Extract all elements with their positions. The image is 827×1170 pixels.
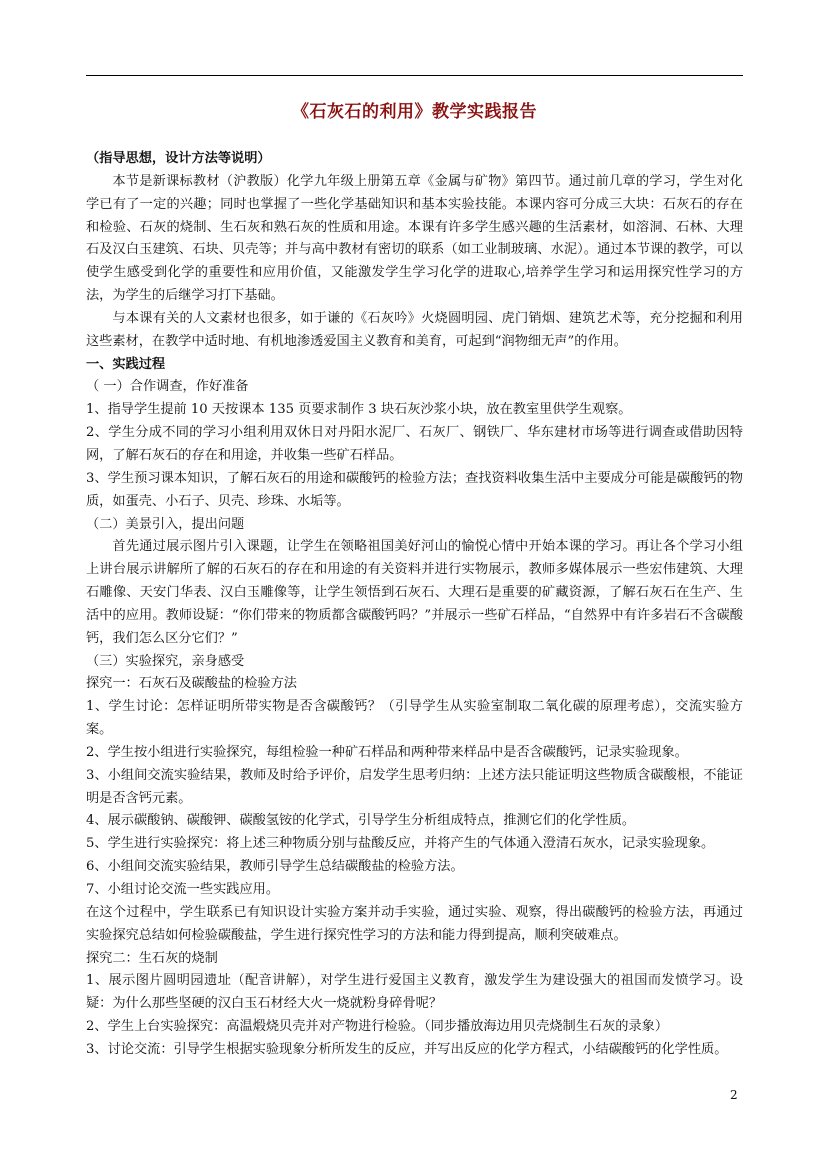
- paragraph-introduction: 首先通过展示图片引入课题，让学生在领略祖国美好河山的愉悦心情中开始本课的学习。再让各个学习小组上讲台展示讲解所了解的石灰石的存在和用途的有关资料并进行实物展示，教师多媒体展示一些宏伟建筑、大理石雕像、天安门华表、汉白玉雕像等，让学生领悟到石灰石、大理石是重要的矿藏资源，了解石灰石在生产、生活中的应用。教师设疑：“你们带来的物质都含碳酸钙吗？”并展示一些矿石样品，“自然界中有许多岩石不含碳酸钙，我们怎么区分它们？”: [86, 539, 743, 646]
- list-item: 3、讨论交流：引导学生根据实验现象分析所发生的反应，并写出反应的化学方程式，小结碳酸钙的化学性质。: [86, 1041, 728, 1057]
- paragraph-summary: 在这个过程中，学生联系已有知识设计实验方案并动手实验，通过实验、观察，得出碳酸钙的检验方法，再通过实验探究总结如何检验碳酸盐，学生进行探究性学习的方法和能力得到提高，顺利突破难点。: [86, 904, 743, 943]
- list-item: 3、小组间交流实验结果，教师及时给予评价，启发学生思考归纳：上述方法只能证明这些物质含碳酸根，不能证明是否含钙元素。: [86, 767, 743, 806]
- subheading-survey: （ 一）合作调查，作好准备: [86, 379, 249, 395]
- header-rule: [86, 75, 743, 76]
- list-item: 4、展示碳酸钠、碳酸钾、碳酸氢铵的化学式，引导学生分析组成特点，推测它们的化学性质。: [86, 813, 636, 829]
- paragraph-humanities: 与本课有关的人文素材也很多，如于谦的《石灰吟》火烧圆明园、虎门销烟、建筑艺术等，充分挖掘和利用这些素材，在教学中适时地、有机地渗透爱国主义教育和美育，可起到“润物细无声”的作用。: [86, 310, 743, 349]
- list-item: 7、小组讨论交流一些实践应用。: [86, 882, 280, 897]
- subheading-introduction: （二）美景引入，提出问题: [86, 516, 245, 532]
- document-body: [86, 148, 743, 1062]
- list-item: 5、学生进行实验探究：将上述三种物质分别与盐酸反应，并将产生的气体通入澄清石灰水，记录实验现象。: [86, 836, 715, 852]
- list-item: 3、学生预习课本知识，了解石灰石的用途和碳酸钙的检验方法；查找资料收集生活中主要成分可能是碳酸钙的物质，如蛋壳、小石子、贝壳、珍珠、水垢等。: [86, 470, 743, 509]
- list-item: 2、学生上台实验探究：高温煅烧贝壳并对产物进行检验。（同步播放海边用贝壳烧制生石灰的录象）: [86, 1019, 669, 1035]
- document-title: 《石灰石的利用》教学实践报告: [292, 102, 537, 122]
- list-item: 2、学生按小组进行实验探究，每组检验一种矿石样品和两种带来样品中是否含碳酸钙，记录实验现象。: [86, 744, 688, 760]
- paragraph-intro: 本节是新课标教材（沪教版）化学九年级上册第五章《金属与矿物》第四节。通过前几章的学习，学生对化学已有了一定的兴趣；同时也掌握了一些化学基础知识和基本实验技能。本课内容可分成三大块：石灰石的存在和检验、石灰的烧制、生石灰和熟石灰的性质和用途。本课有许多学生感兴趣的生活素材，如溶洞、石林、大理石及汉白玉建筑、石块、贝壳等；并与高中教材有密切的联系（如工业制玻璃、水泥）。通过本节课的教学，可以使学生感受到化学的重要性和应用价值，又能激发学生学习化学的进取心,培养学生学习和运用探究性学习的方法，为学生的后继学习打下基础。: [86, 173, 743, 304]
- list-item: 6、小组间交流实验结果，教师引导学生总结碳酸盐的检验方法。: [86, 859, 464, 875]
- subheading-inquiry-two: 探究二：生石灰的烧制: [86, 950, 218, 966]
- subheading-experiment: （三）实验探究，亲身感受: [86, 653, 245, 669]
- list-item: 1、学生讨论：怎样证明所带实物是否含碳酸钙？（引导学生从实验室制取二氧化碳的原理考虑），交流实验方案。: [86, 699, 743, 738]
- section-heading-practice: 一、实践过程: [86, 356, 166, 372]
- list-item: 1、指导学生提前 10 天按课本 135 页要求制作 3 块石灰沙浆小块，放在教室里供学生观察。: [86, 402, 632, 418]
- list-item: 1、展示图片圆明园遗址（配音讲解），对学生进行爱国主义教育，激发学生为建设强大的祖国而发愤学习。设疑：为什么那些坚硬的汉白玉石材经大火一烧就粉身碎骨呢？: [86, 973, 743, 1012]
- section-heading-guiding: （指导思想，设计方法等说明）: [86, 151, 271, 166]
- page-number: 2: [730, 1088, 738, 1102]
- list-item: 2、学生分成不同的学习小组利用双休日对丹阳水泥厂、石灰厂、钢铁厂、华东建材市场等进行调查或借助因特网，了解石灰石的存在和用途，并收集一些矿石样品。: [86, 425, 743, 463]
- subheading-inquiry-one: 探究一：石灰石及碳酸盐的检验方法: [86, 676, 297, 692]
